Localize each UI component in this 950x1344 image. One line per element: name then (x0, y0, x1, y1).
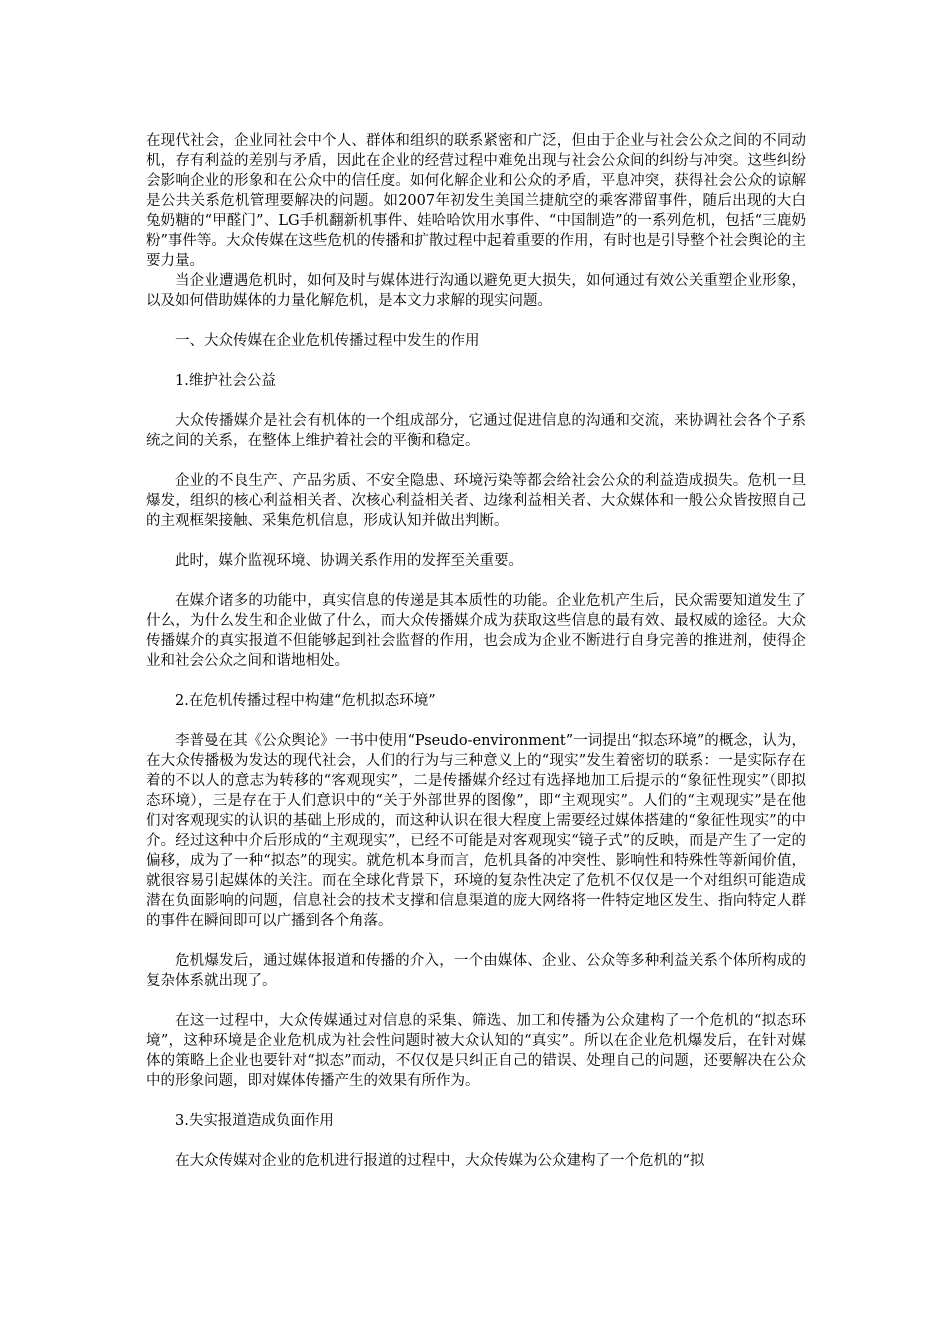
subsection-heading: 2.在危机传播过程中构建“危机拟态环境” (175, 693, 436, 709)
paragraph: 危机爆发后，通过媒体报道和传播的介入，一个由媒体、企业、公众等多种利益关系个体所构成的复杂体系就出现了。 (146, 953, 806, 989)
paragraph: 李普曼在其《公众舆论》一书中使用“Pseudo-environment”一词提出“拟态环境”的概念，认为，在大众传播极为发达的现代社会，人们的行为与三种意义上的“现实”发生着密切的联系：一是实际存在着的不以人的意志为转移的“客观现实”，二是传播媒介经过有选择地加工后提示的“象征性现实”（即拟态环境），三是存在于人们意识中的“关于外部世界的图像”，即“主观现实”。人们的“主观现实”是在他们对客观现实的认识的基础上形成的，而这种认识在很大程度上需要经过媒体搭建的“象征性现实”的中介。经过这种中介后形成的“主观现实”，已经不可能是对客观现实“镜子式”的反映，而是产生了一定的偏移，成为了一种“拟态”的现实。就危机本身而言，危机具备的冲突性、影响性和特殊性等新闻价值，就很容易引起媒体的关注。而在全球化背景下，环境的复杂性决定了危机不仅仅是一个对组织可能造成潜在负面影响的问题，信息社会的技术支撑和信息渠道的庞大网络将一件特定地区发生、指向特定人群的事件在瞬间即可以广播到各个角落。 (146, 733, 806, 929)
section-heading: 一、大众传媒在企业危机传播过程中发生的作用 (175, 333, 480, 349)
paragraph: 大众传播媒介是社会有机体的一个组成部分，它通过促进信息的沟通和交流，来协调社会各个子系统之间的关系，在整体上维护着社会的平衡和稳定。 (146, 413, 806, 449)
subsection-heading: 1.维护社会公益 (175, 373, 276, 389)
paragraph: 在现代社会，企业同社会中个人、群体和组织的联系紧密和广泛，但由于企业与社会公众之间的不同动机，存有利益的差别与矛盾，因此在企业的经营过程中难免出现与社会公众间的纠纷与冲突。这些纠纷会影响企业的形象和在公众中的信任度。如何化解企业和公众的矛盾，平息冲突，获得社会公众的谅解是公共关系危机管理要解决的问题。如2007年初发生美国兰捷航空的乘客滞留事件，随后出现的大白兔奶糖的“甲醛门”、LG手机翻新机事件、娃哈哈饮用水事件、“中国制造”的一系列危机，包括“三鹿奶粉”事件等。大众传媒在这些危机的传播和扩散过程中起着重要的作用，有时也是引导整个社会舆论的主要力量。 (146, 133, 806, 269)
paragraph: 此时，媒介监视环境、协调关系作用的发挥至关重要。 (175, 553, 523, 569)
document-body (146, 131, 806, 1171)
subsection-heading: 3.失实报道造成负面作用 (175, 1113, 334, 1129)
paragraph: 在大众传媒对企业的危机进行报道的过程中，大众传媒为公众建构了一个危机的“拟 (175, 1153, 705, 1169)
paragraph: 企业的不良生产、产品劣质、不安全隐患、环境污染等都会给社会公众的利益造成损失。危机一旦爆发，组织的核心利益相关者、次核心利益相关者、边缘利益相关者、大众媒体和一般公众皆按照自己的主观框架接触、采集危机信息，形成认知并做出判断。 (146, 473, 806, 529)
paragraph: 在这一过程中，大众传媒通过对信息的采集、筛选、加工和传播为公众建构了一个危机的“拟态环境”，这种环境是企业危机成为社会性问题时被大众认知的“真实”。所以在企业危机爆发后，在针对媒体的策略上企业也要针对“拟态”而动，不仅仅是只纠正自己的错误、处理自己的问题，还要解决在公众中的形象问题，即对媒体传播产生的效果有所作为。 (146, 1013, 806, 1089)
paragraph: 当企业遭遇危机时，如何及时与媒体进行沟通以避免更大损失，如何通过有效公关重塑企业形象，以及如何借助媒体的力量化解危机，是本文力求解的现实问题。 (146, 273, 806, 309)
paragraph: 在媒介诸多的功能中，真实信息的传递是其本质性的功能。企业危机产生后，民众需要知道发生了什么，为什么发生和企业做了什么，而大众传播媒介成为获取这些信息的最有效、最权威的途径。大众传播媒介的真实报道不但能够起到社会监督的作用，也会成为企业不断进行自身完善的推进剂，使得企业和社会公众之间和谐地相处。 (146, 593, 806, 669)
